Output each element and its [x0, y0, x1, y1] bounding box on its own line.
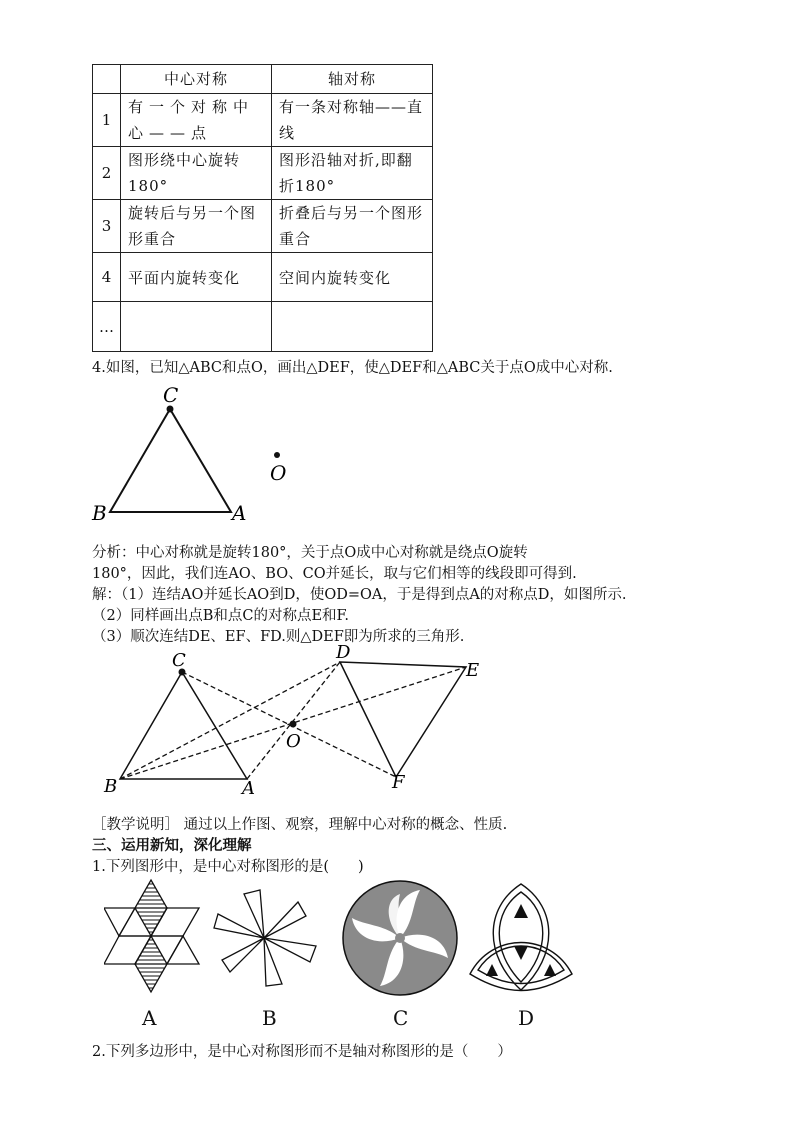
triangle-abc	[120, 672, 247, 779]
choice-label-d: D	[518, 1006, 535, 1030]
table-row	[93, 94, 433, 147]
central-symmetry-figure	[90, 644, 500, 804]
comparison-table	[92, 64, 433, 352]
choice-label-c: C	[393, 1006, 409, 1030]
choice-label-a: A	[142, 1006, 157, 1030]
teaching-note: ［教学说明］ 通过以上作图、观察，理解中心对称的概念、性质.	[92, 817, 508, 833]
choice-c-figure	[340, 878, 460, 998]
point-o	[274, 452, 280, 458]
table-header-cell: 轴对称	[272, 65, 433, 94]
dashed-line-bd	[120, 662, 340, 779]
table-cell: 有一个对称中心——点	[121, 94, 272, 147]
table-cell: 空间内旋转变化	[272, 253, 433, 302]
triangle-def	[340, 662, 466, 777]
question-4-text: 4.如图，已知△ABC和点O，画出△DEF，使△DEF和△ABC关于点O成中心对称.	[92, 360, 613, 376]
table-cell: 有一条对称轴——直线	[272, 94, 433, 147]
row-number: 3	[93, 200, 121, 253]
label-b: B	[104, 776, 118, 797]
choice-label-b: B	[262, 1006, 277, 1030]
label-d: D	[336, 644, 351, 663]
table-header-cell: 中心对称	[121, 65, 272, 94]
table-row	[93, 253, 433, 302]
table-header-cell	[93, 65, 121, 94]
label-a: A	[232, 501, 247, 524]
table-header-row	[93, 65, 433, 94]
point-o	[290, 721, 297, 728]
row-number: 4	[93, 253, 121, 302]
label-c: C	[172, 650, 186, 671]
question-1-text: 1.下列图形中，是中心对称图形的是( )	[92, 859, 364, 875]
choice-a-figure	[104, 878, 204, 1008]
row-number: 1	[93, 94, 121, 147]
table-cell: 图形沿轴对折,即翻折180°	[272, 147, 433, 200]
row-number: …	[93, 302, 121, 352]
analysis-line-4: （2）同样画出点B和点C的对称点E和F.	[92, 608, 349, 624]
table-cell: 图形绕中心旋转180°	[121, 147, 272, 200]
table-row	[93, 200, 433, 253]
row-number: 2	[93, 147, 121, 200]
label-a: A	[242, 778, 255, 799]
triangle-abc	[110, 409, 231, 512]
table-cell: 平面内旋转变化	[121, 253, 272, 302]
table-cell: 折叠后与另一个图形重合	[272, 200, 433, 253]
analysis-line-1: 分析：中心对称就是旋转180°，关于点O成中心对称就是绕点O旋转	[92, 545, 528, 561]
dashed-line-ad	[247, 662, 340, 779]
analysis-line-5: （3）顺次连结DE、EF、FD.则△DEF即为所求的三角形.	[92, 629, 465, 645]
label-b: B	[92, 501, 107, 524]
choice-d-figure	[466, 878, 576, 998]
analysis-line-2: 180°，因此，我们连AO、BO、CO并延长，取与它们相等的线段即可得到.	[92, 566, 577, 582]
label-o: O	[286, 731, 301, 752]
table-cell	[272, 302, 433, 352]
analysis-line-3: 解：（1）连结AO并延长AO到D，使OD=OA，于是得到点A的对称点D，如图所示.	[92, 587, 627, 603]
label-o: O	[270, 461, 287, 485]
table-row	[93, 302, 433, 352]
label-e: E	[466, 660, 480, 681]
label-f: F	[392, 772, 405, 793]
label-c: C	[163, 384, 179, 407]
table-row	[93, 147, 433, 200]
triangle-abc-figure	[90, 384, 310, 524]
choice-b-figure	[212, 888, 322, 988]
table-cell	[121, 302, 272, 352]
question-2-text: 2.下列多边形中，是中心对称图形而不是轴对称图形的是（ ）	[92, 1044, 512, 1060]
section-heading: 三、运用新知，深化理解	[92, 837, 252, 854]
table-cell: 旋转后与另一个图形重合	[121, 200, 272, 253]
